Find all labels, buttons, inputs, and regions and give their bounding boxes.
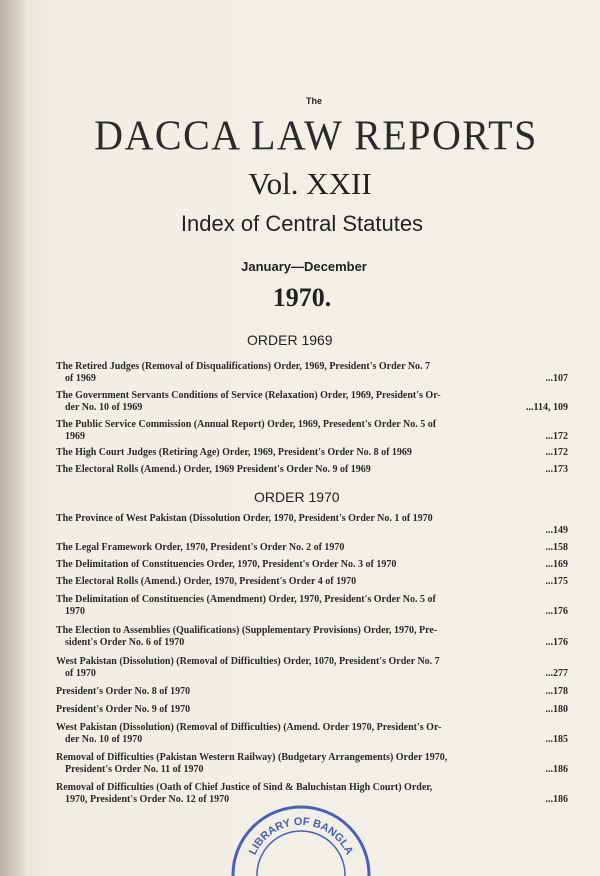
list-item <box>56 625 568 649</box>
entry-title: The Legal Framework Order, 1970, President's Order No. 2 of 1970 <box>56 542 345 553</box>
list-item <box>56 704 568 716</box>
entry-page: ...172 <box>545 431 568 442</box>
list-item <box>56 419 568 443</box>
section-heading-1970: ORDER 1970 <box>254 489 340 505</box>
entry-page: ...173 <box>545 464 568 475</box>
list-item <box>56 361 568 385</box>
entry-page: ...169 <box>545 559 568 570</box>
entry-title: The Electoral Rolls (Amend.) Order, 1969 President's Order No. 9 of 1969 <box>56 464 371 475</box>
entry-title: The Delimitation of Constituencies Order, 1970, President's Order No. 3 of 1970 <box>56 559 397 570</box>
list-item <box>56 542 568 554</box>
library-stamp <box>226 800 376 876</box>
entry-title-cont: 1970, President's Order No. 12 of 1970 <box>65 794 230 805</box>
entry-title: The Public Service Commission (Annual Report) Order, 1969, Presedent's Order No. 5 of <box>56 419 437 430</box>
entry-page: ...176 <box>545 637 568 648</box>
entry-page: ...172 <box>545 447 568 458</box>
entry-page: ...176 <box>545 606 568 617</box>
entry-title: The Delimitation of Constituencies (Amendment) Order, 1970, President's Order No. 5 of <box>56 594 436 605</box>
period-label: January—December <box>241 259 367 274</box>
list-item <box>56 513 568 537</box>
volume-label: Vol. XXII <box>248 166 372 201</box>
list-item <box>56 686 568 698</box>
entry-page: ...180 <box>545 704 568 715</box>
entry-title: The High Court Judges (Retiring Age) Order, 1969, President's Order No. 8 of 1969 <box>56 447 412 458</box>
entry-title-cont: der No. 10 of 1969 <box>65 402 143 413</box>
list-item <box>56 722 568 746</box>
entry-page: ...114, 109 <box>526 402 568 413</box>
entry-page: ...178 <box>545 686 568 697</box>
entry-title: The Retired Judges (Removal of Disqualifications) Order, 1969, President's Order No. 7 <box>56 361 431 372</box>
list-item <box>56 464 568 476</box>
entry-title: The Government Servants Conditions of Service (Relaxation) Order, 1969, President's Or- <box>56 390 441 401</box>
list-item <box>56 656 568 680</box>
list-item <box>56 752 568 776</box>
entry-title: West Pakistan (Dissolution) (Removal of Difficulties) (Amend. Order 1970, President's Or- <box>56 722 442 733</box>
entry-page: ...158 <box>545 542 568 553</box>
entry-title: President's Order No. 8 of 1970 <box>56 686 191 697</box>
entry-title-cont: of 1969 <box>65 373 96 384</box>
list-item <box>56 576 568 588</box>
list-item <box>56 559 568 571</box>
entry-title-cont: sident's Order No. 6 of 1970 <box>65 637 185 648</box>
entry-title: President's Order No. 9 of 1970 <box>56 704 191 715</box>
entry-title: The Province of West Pakistan (Dissolution Order, 1970, President's Order No. 1 of 1970 <box>56 513 433 524</box>
entry-page: ...107 <box>545 373 568 384</box>
entry-page: ...185 <box>545 734 568 745</box>
entry-title-cont: President's Order No. 11 of 1970 <box>65 764 204 775</box>
entry-page: ...277 <box>545 668 568 679</box>
entry-title-cont: 1969 <box>65 431 85 442</box>
entry-title: Removal of Difficulties (Oath of Chief Justice of Sind & Baluchistan High Court) Order, <box>56 782 433 793</box>
list-item <box>56 447 568 459</box>
page-title: DACCA LAW REPORTS <box>94 111 538 160</box>
entry-title: The Election to Assemblies (Qualifications) (Supplementary Provisions) Order, 1970, Pre- <box>56 625 438 636</box>
entry-title: The Electoral Rolls (Amend.) Order, 1970, President's Order 4 of 1970 <box>56 576 357 587</box>
entry-page: ...175 <box>545 576 568 587</box>
entry-title-cont: 1970 <box>65 606 85 617</box>
year-label: 1970. <box>272 283 332 312</box>
entry-page: ...186 <box>545 794 568 805</box>
entry-title-cont: der No. 10 of 1970 <box>65 734 143 745</box>
entry-page: ...149 <box>545 525 568 536</box>
list-item <box>56 390 568 414</box>
section-heading-1969: ORDER 1969 <box>247 332 333 348</box>
list-item <box>56 594 568 618</box>
entry-title-cont: of 1970 <box>65 668 96 679</box>
stamp-text: LIBRARY OF BANGLA <box>246 815 356 857</box>
entry-page: ...186 <box>545 764 568 775</box>
title-prefix: The <box>306 96 323 106</box>
svg-text:LIBRARY OF BANGLA <box>247 816 355 857</box>
index-title: Index of Central Statutes <box>180 211 424 236</box>
entry-title: West Pakistan (Dissolution) (Removal of Difficulties) Order, 1070, President's Order No. 7 <box>56 656 440 667</box>
entry-title: Removal of Difficulties (Pakistan Western Railway) (Budgetary Arrangements) Order 1970, <box>56 752 448 763</box>
